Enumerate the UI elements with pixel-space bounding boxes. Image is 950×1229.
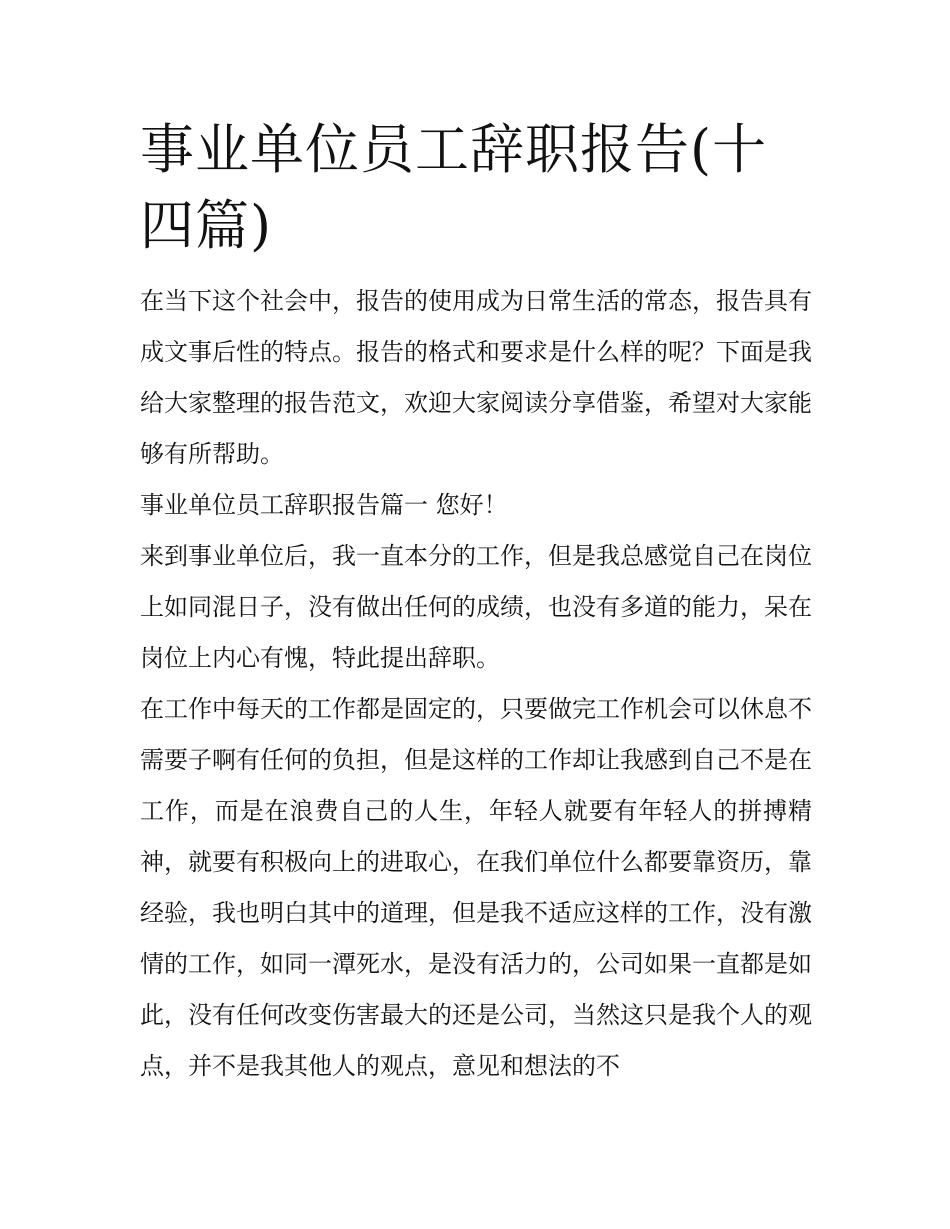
document-body <box>140 276 812 1092</box>
intro-paragraph: 在当下这个社会中，报告的使用成为日常生活的常态，报告具有成文事后性的特点。报告的格式和要求是什么样的呢？下面是我给大家整理的报告范文，欢迎大家阅读分享借鉴，希望对大家能够有所帮助。 <box>140 287 812 468</box>
body-paragraph: 来到事业单位后，我一直本分的工作，但是我总感觉自己在岗位上如同混日子，没有做出任何的成绩，也没有多道的能力，呆在岗位上内心有愧，特此提出辞职。 <box>140 542 812 672</box>
document-title: 事业单位员工辞职报告(十四篇) <box>140 118 768 257</box>
section-heading-greeting: 事业单位员工辞职报告篇一 您好！ <box>140 491 508 519</box>
body-paragraph: 在工作中每天的工作都是固定的，只要做完工作机会可以休息不需要子啊有任何的负担，但是这样的工作却让我感到自己不是在工作，而是在浪费自己的人生，年轻人就要有年轻人的拼搏精神，就要有积极向上的进取心，在我们单位什么都要靠资历，靠经验，我也明白其中的道理，但是我不适应这样的工作，没有激情的工作，如同一潭死水，是没有活力的，公司如果一直都是如此，没有任何改变伤害最大的还是公司，当然这只是我个人的观点，并不是我其他人的观点，意见和想法的不 <box>140 695 812 1080</box>
